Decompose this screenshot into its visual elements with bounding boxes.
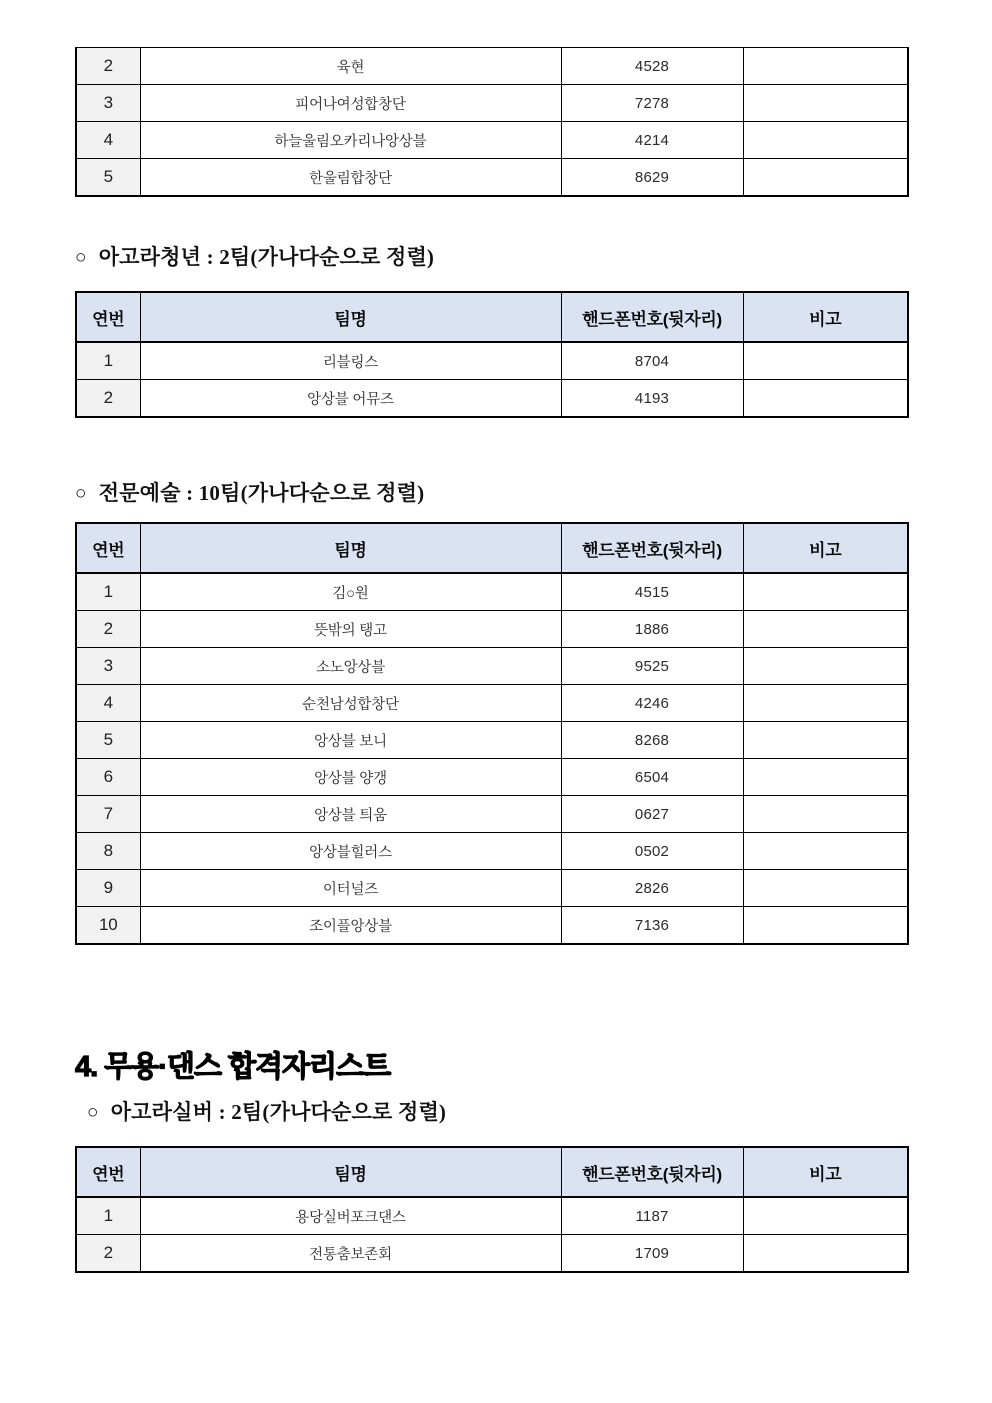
table-row — [76, 380, 908, 418]
table-row — [76, 85, 908, 122]
section-title-text: 전문예술 : 10팀(가나다순으로 정렬) — [98, 481, 425, 505]
circle-bullet-icon: ○ — [75, 483, 87, 504]
column-header-team: 팀명 — [140, 523, 561, 573]
cell-team: 육현 — [140, 48, 561, 85]
cell-no: 3 — [76, 85, 140, 122]
cell-phone: 4214 — [561, 122, 743, 159]
cell-phone: 1709 — [561, 1235, 743, 1273]
cell-team: 앙상블 틔움 — [140, 796, 561, 833]
table-row — [76, 1235, 908, 1273]
table-row — [76, 573, 908, 611]
cell-phone: 0627 — [561, 796, 743, 833]
cell-no: 1 — [76, 1197, 140, 1235]
cell-team: 전통춤보존회 — [140, 1235, 561, 1273]
table-row — [76, 48, 908, 85]
cell-team: 리블링스 — [140, 342, 561, 380]
cell-no: 5 — [76, 159, 140, 197]
cell-no: 2 — [76, 1235, 140, 1273]
cell-note — [743, 907, 908, 945]
table-row — [76, 685, 908, 722]
cell-no: 1 — [76, 342, 140, 380]
table-header-row — [76, 523, 908, 573]
cell-team: 용당실버포크댄스 — [140, 1197, 561, 1235]
cell-team: 앙상블 양갱 — [140, 759, 561, 796]
cell-no: 2 — [76, 48, 140, 85]
cell-team: 뜻밖의 탱고 — [140, 611, 561, 648]
table-row — [76, 159, 908, 197]
cell-note — [743, 685, 908, 722]
cell-phone: 1886 — [561, 611, 743, 648]
table-agora-silver — [75, 1146, 909, 1273]
column-header-note: 비고 — [743, 1147, 908, 1197]
cell-no: 4 — [76, 685, 140, 722]
cell-team: 소노앙상블 — [140, 648, 561, 685]
cell-phone: 8704 — [561, 342, 743, 380]
cell-phone: 4193 — [561, 380, 743, 418]
column-header-no: 연번 — [76, 292, 140, 342]
cell-note — [743, 122, 908, 159]
section-title-agora-silver — [87, 1096, 907, 1126]
cell-team: 피어나여성합창단 — [140, 85, 561, 122]
cell-no: 4 — [76, 122, 140, 159]
table-row — [76, 648, 908, 685]
table-header-row — [76, 292, 908, 342]
cell-team: 앙상블힐러스 — [140, 833, 561, 870]
cell-team: 김○원 — [140, 573, 561, 611]
cell-note — [743, 611, 908, 648]
cell-no: 9 — [76, 870, 140, 907]
cell-note — [743, 870, 908, 907]
cell-no: 6 — [76, 759, 140, 796]
column-header-phone: 핸드폰번호(뒷자리) — [561, 292, 743, 342]
cell-note — [743, 1197, 908, 1235]
table-choir-continued — [75, 47, 909, 197]
cell-no: 1 — [76, 573, 140, 611]
cell-phone: 4515 — [561, 573, 743, 611]
cell-no: 2 — [76, 611, 140, 648]
cell-note — [743, 722, 908, 759]
section-title-agora-youth — [75, 241, 907, 271]
table-header-row — [76, 1147, 908, 1197]
cell-note — [743, 573, 908, 611]
cell-note — [743, 342, 908, 380]
circle-bullet-icon: ○ — [87, 1102, 99, 1123]
cell-team: 앙상블 보니 — [140, 722, 561, 759]
table-row — [76, 833, 908, 870]
cell-team: 조이플앙상블 — [140, 907, 561, 945]
cell-phone: 1187 — [561, 1197, 743, 1235]
column-header-note: 비고 — [743, 523, 908, 573]
cell-phone: 7278 — [561, 85, 743, 122]
column-header-phone: 핸드폰번호(뒷자리) — [561, 523, 743, 573]
cell-phone: 8629 — [561, 159, 743, 197]
table-row — [76, 796, 908, 833]
cell-note — [743, 648, 908, 685]
cell-team: 순천남성합창단 — [140, 685, 561, 722]
table-row — [76, 122, 908, 159]
table-row — [76, 870, 908, 907]
section-title-text: 아고라청년 : 2팀(가나다순으로 정렬) — [98, 245, 435, 269]
cell-team: 하늘울림오카리나앙상블 — [140, 122, 561, 159]
column-header-no: 연번 — [76, 1147, 140, 1197]
cell-no: 5 — [76, 722, 140, 759]
cell-note — [743, 833, 908, 870]
cell-note — [743, 159, 908, 197]
column-header-team: 팀명 — [140, 292, 561, 342]
cell-no: 8 — [76, 833, 140, 870]
cell-no: 3 — [76, 648, 140, 685]
column-header-note: 비고 — [743, 292, 908, 342]
cell-no: 10 — [76, 907, 140, 945]
section-title-text: 아고라실버 : 2팀(가나다순으로 정렬) — [110, 1100, 447, 1124]
table-row — [76, 1197, 908, 1235]
cell-phone: 4246 — [561, 685, 743, 722]
table-row — [76, 759, 908, 796]
cell-phone: 7136 — [561, 907, 743, 945]
column-header-team: 팀명 — [140, 1147, 561, 1197]
heading-dance-pass-list: 4. 무용·댄스 합격자리스트 — [75, 1051, 391, 1083]
cell-note — [743, 759, 908, 796]
column-header-no: 연번 — [76, 523, 140, 573]
cell-phone: 8268 — [561, 722, 743, 759]
cell-note — [743, 380, 908, 418]
cell-phone: 2826 — [561, 870, 743, 907]
cell-team: 이터널즈 — [140, 870, 561, 907]
table-agora-youth — [75, 291, 909, 418]
table-row — [76, 342, 908, 380]
cell-phone: 6504 — [561, 759, 743, 796]
table-row — [76, 722, 908, 759]
cell-note — [743, 48, 908, 85]
cell-note — [743, 1235, 908, 1273]
table-professional-arts — [75, 522, 909, 945]
cell-note — [743, 85, 908, 122]
table-row — [76, 611, 908, 648]
circle-bullet-icon: ○ — [75, 247, 87, 268]
section-title-professional-arts — [75, 477, 907, 507]
column-header-phone: 핸드폰번호(뒷자리) — [561, 1147, 743, 1197]
cell-note — [743, 796, 908, 833]
cell-phone: 4528 — [561, 48, 743, 85]
cell-team: 앙상블 어뮤즈 — [140, 380, 561, 418]
cell-phone: 0502 — [561, 833, 743, 870]
cell-team: 한울림합창단 — [140, 159, 561, 197]
cell-phone: 9525 — [561, 648, 743, 685]
cell-no: 7 — [76, 796, 140, 833]
cell-no: 2 — [76, 380, 140, 418]
table-row — [76, 907, 908, 945]
